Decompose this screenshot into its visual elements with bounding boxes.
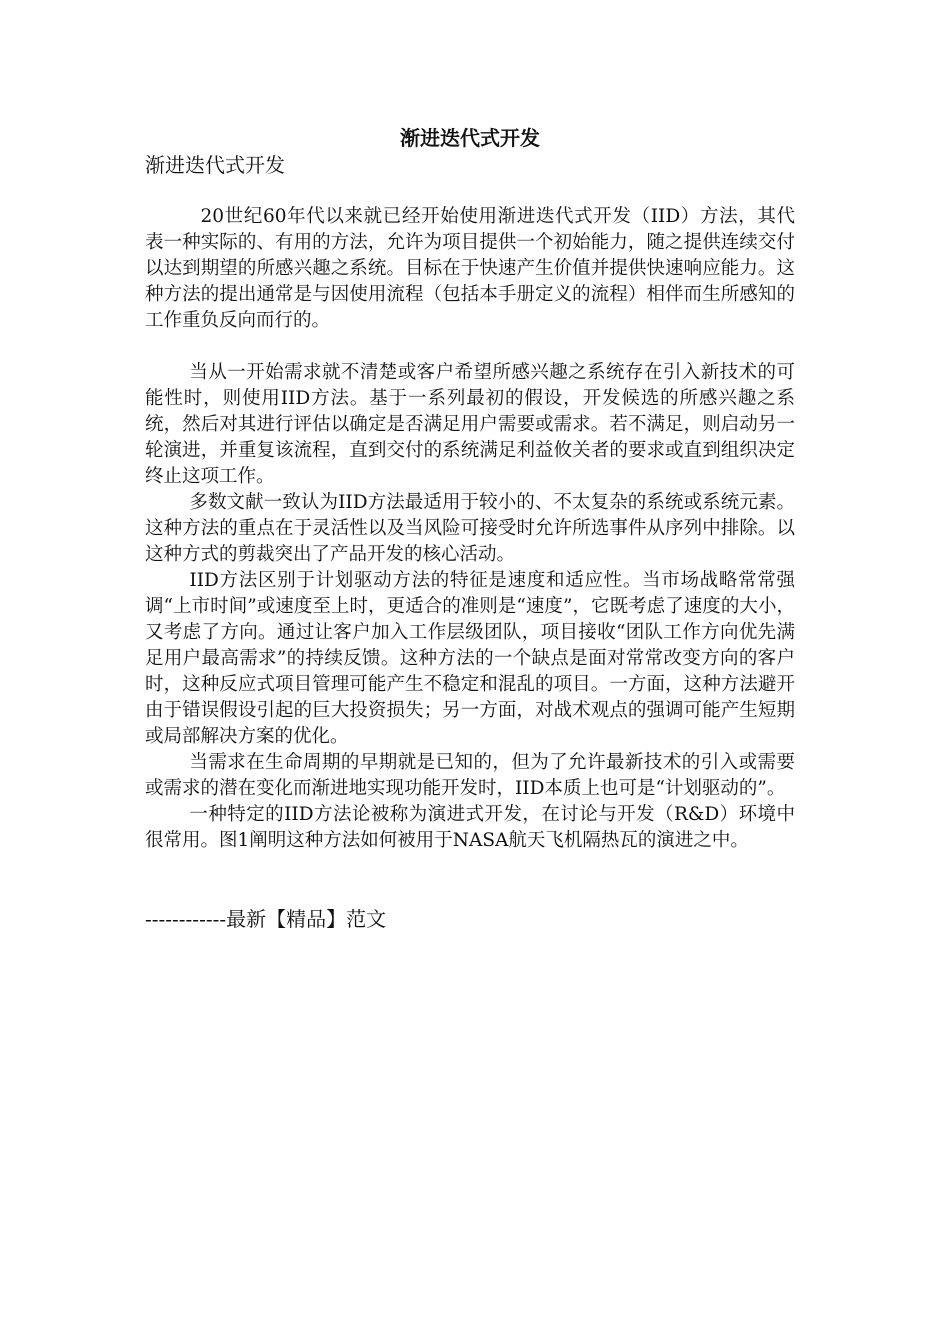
paragraph-gap: [145, 334, 795, 360]
paragraph-3: 多数文献一致认为IID方法最适用于较小的、不太复杂的系统或系统元素。这种方法的重点在于灵活性以及当风险可接受时允许所选事件从序列中排除。以这种方式的剪裁突出了产品开发的核心活动。: [145, 492, 795, 565]
paragraph-6: 一种特定的IID方法论被称为演进式开发，在讨论与开发（R&D）环境中很常用。图1阐明这种方法如何被用于NASA航天飞机隔热瓦的演进之中。: [145, 804, 795, 851]
document-page: [145, 124, 795, 932]
paragraph-2: 当从一开始需求就不清楚或客户希望所感兴趣之系统存在引入新技术的可能性时，则使用IID方法。基于一系列最初的假设，开发候选的所感兴趣之系统，然后对其进行评估以确定是否满足用户需要或需求。若不满足，则启动另一轮演进，并重复该流程，直到交付的系统满足利益攸关者的要求或直到组织决定终止这项工作。: [145, 362, 795, 487]
paragraph-1: 20世纪60年代以来就已经开始使用渐进迭代式开发（IID）方法，其代表一种实际的、有用的方法，允许为项目提供一个初始能力，随之提供连续交付以达到期望的所感兴趣之系统。目标在于快速产生价值并提供快速响应能力。这种方法的提出通常是与因使用流程（包括本手册定义的流程）相伴而生所感知的工作重负反向而行的。: [145, 206, 795, 331]
document-subtitle: 渐进迭代式开发: [145, 153, 285, 177]
document-title: 渐进迭代式开发: [400, 126, 540, 150]
document-footer: ------------最新【精品】范文: [145, 907, 387, 931]
paragraph-4: IID方法区别于计划驱动方法的特征是速度和适应性。当市场战略常常强调“上市时间”或速度至上时，更适合的准则是“速度”，它既考虑了速度的大小，又考虑了方向。通过让客户加入工作层级团队，项目接收“团队工作方向优先满足用户最高需求”的持续反馈。这种方法的一个缺点是面对常常改变方向的客户时，这种反应式项目管理可能产生不稳定和混乱的项目。一方面，这种方法避开由于错误假设引起的巨大投资损失；另一方面，对战术观点的强调可能产生短期或局部解决方案的优化。: [145, 570, 795, 747]
paragraph-5: 当需求在生命周期的早期就是已知的，但为了允许最新技术的引入或需要或需求的潜在变化而渐进地实现功能开发时，IID本质上也可是“计划驱动的”。: [145, 752, 795, 799]
